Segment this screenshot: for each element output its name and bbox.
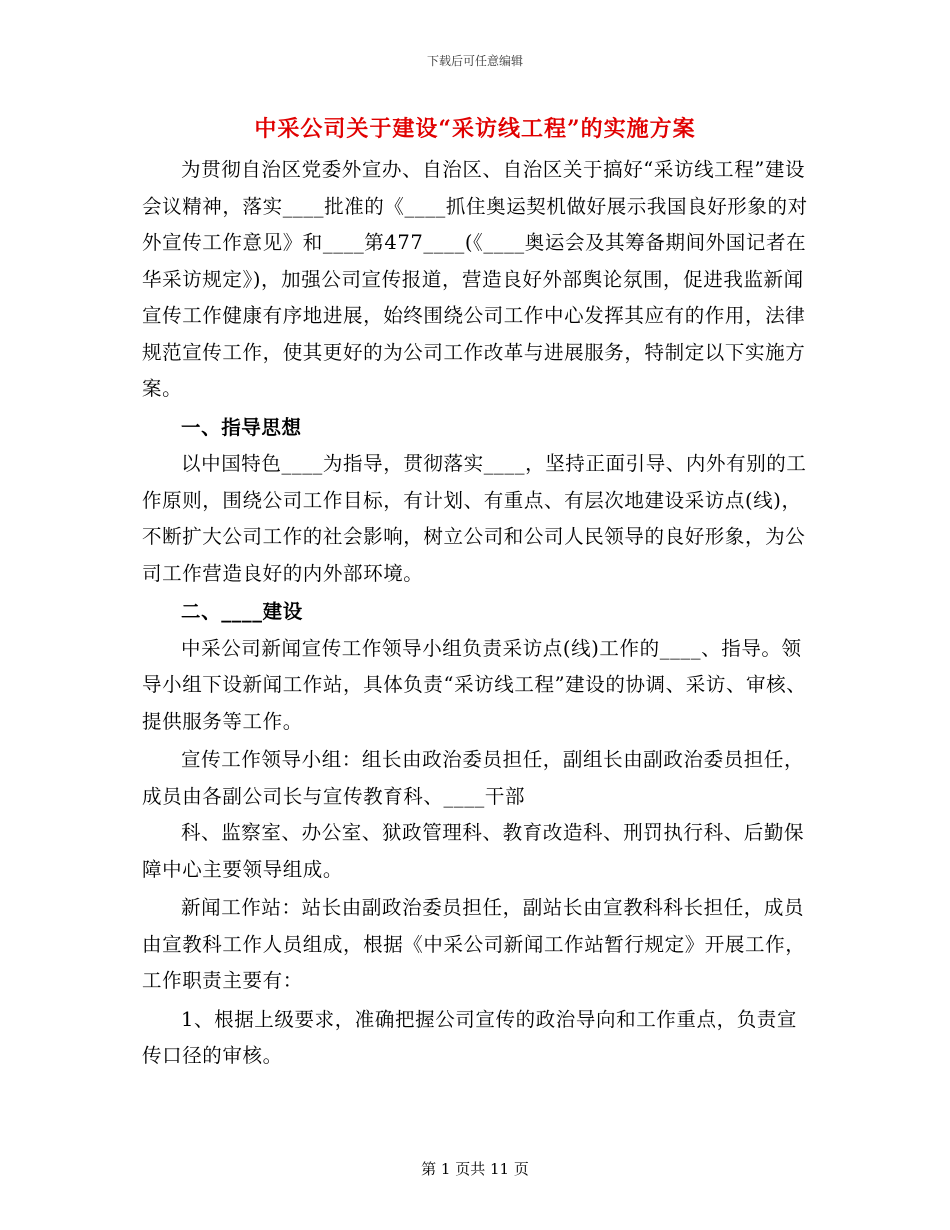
leadership-members-paragraph: 科、监察室、办公室、狱政管理科、教育改造科、刑罚执行科、后勤保障中心主要领导组成。 — [142, 821, 805, 881]
page-header: 下载后可任意编辑 — [426, 54, 523, 68]
duty-item-1: 1、根据上级要求，准确把握公司宣传的政治导向和工作重点，负责宣传口径的审核。 — [142, 1007, 798, 1067]
leadership-group-paragraph: 宣传工作领导小组：组长由政治委员担任，副组长由副政治委员担任，成员由各副公司长与宣传教育科、____干部 — [142, 748, 805, 808]
construction-paragraph: 中采公司新闻宣传工作领导小组负责采访点(线)工作的____、指导。领导小组下设新闻工作站，具体负责“采访线工程”建设的协调、采访、审核、提供服务等工作。 — [142, 636, 807, 733]
document-body — [142, 152, 808, 1075]
page-footer: 第 1 页共 11 页 — [421, 1160, 529, 1178]
section-heading-guiding-thought: 一、指导思想 — [181, 415, 302, 439]
section-heading-construction: 二、____建设 — [181, 600, 303, 623]
document-title: 中采公司关于建设“采访线工程”的实施方案 — [254, 116, 696, 142]
intro-paragraph: 为贯彻自治区党委外宣办、自治区、自治区关于搞好“采访线工程”建设会议精神，落实____批准的《____抓住奥运契机做好展示我国良好形象的对外宣传工作意见》和____第477____(《____奥运会及其筹备期间外国记者在华采访规定》)，加强公司宣传报道，营造良好外部舆论氛围，促进我监新闻宣传工作健康有序地进展，始终围绕公司工作中心发挥其应有的作用，法律规范宣传工作，使其更好的为公司工作改革与进展服务，特制定以下实施方案。 — [142, 158, 808, 400]
news-station-paragraph: 新闻工作站：站长由副政治委员担任，副站长由宣教科科长担任，成员由宣教科工作人员组成，根据《中采公司新闻工作站暂行规定》开展工作，工作职责主要有： — [142, 896, 806, 992]
guiding-thought-paragraph: 以中国特色____为指导，贯彻落实____，坚持正面引导、内外有别的工作原则，围绕公司工作目标，有计划、有重点、有层次地建设采访点(线)，不断扩大公司工作的社会影响，树立公司和公司人民领导的良好形象，为公司工作营造良好的内外部环境。 — [142, 452, 807, 585]
